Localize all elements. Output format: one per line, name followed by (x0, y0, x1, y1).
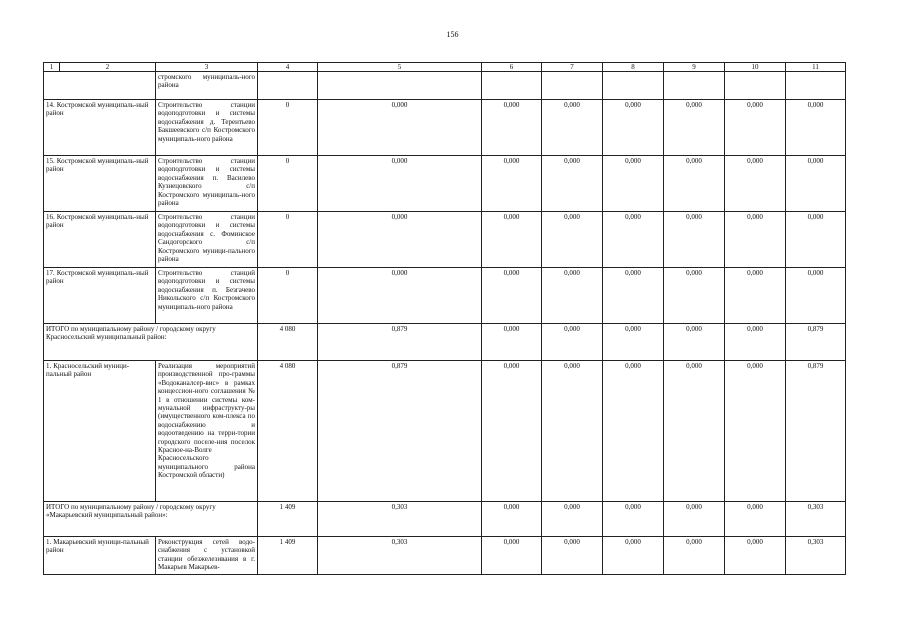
value-cell: 0,000 (603, 100, 664, 156)
continuation-row (44, 72, 846, 100)
description-cell: Строительство станции водоподготовки и системы водоснабжения с. Фоминское Сандогорского с/п Костромского муници-пального района (156, 212, 258, 268)
region-cell: 1. Красносельский муници-пальный район (44, 361, 156, 502)
value-cell: 0,000 (786, 212, 846, 268)
table-row (44, 212, 846, 268)
header-cell: 10 (725, 63, 786, 72)
value-cell: 4 080 (258, 324, 318, 361)
value-cell: 0,000 (482, 268, 542, 324)
value-cell: 0,303 (318, 537, 482, 575)
value-cell: 0,000 (482, 324, 542, 361)
value-cell: 0,000 (542, 156, 603, 212)
empty-cell (44, 72, 156, 100)
header-cell: 1 (44, 63, 60, 72)
value-cell: 0,000 (542, 361, 603, 502)
value-cell: 0,000 (482, 100, 542, 156)
region-cell: 17. Костромской муниципаль-ный район (44, 268, 156, 324)
total-label: ИТОГО по муниципальному району / городскому округу «Макарьевский муниципальный район»: (44, 502, 258, 537)
total-label: ИТОГО по муниципальному району / городскому округу Красносельский муниципальный район: (44, 324, 258, 361)
header-cell: 5 (318, 63, 482, 72)
data-table (43, 62, 846, 575)
value-cell: 0 (258, 156, 318, 212)
header-row (44, 63, 846, 72)
value-cell: 0,000 (725, 537, 786, 575)
value-cell: 0,303 (318, 502, 482, 537)
value-cell: 0,000 (664, 361, 725, 502)
value-cell: 0,000 (318, 156, 482, 212)
value-cell: 0,000 (664, 100, 725, 156)
region-cell: 14. Костромской муниципаль-ный район (44, 100, 156, 156)
description-cell: Реализация мероприятий производственной про-граммы «Водоканалсер-вис» в рамках концессион-ного соглашения № 1 в отношении системы ком-мунальной инфраструкту-ры (имущественного ком-плекса по водоснабжению и водоотведению на терри-тории городского поселе-ния поселок Красное-на-Волге Красносельского муниципального района Костромской области) (156, 361, 258, 502)
value-cell: 0,000 (542, 537, 603, 575)
table-row (44, 537, 846, 575)
value-cell: 0,000 (482, 212, 542, 268)
value-cell: 0,000 (725, 156, 786, 212)
value-cell: 0,000 (318, 268, 482, 324)
value-cell: 0,000 (603, 212, 664, 268)
value-cell: 4 080 (258, 361, 318, 502)
value-cell: 0,000 (603, 324, 664, 361)
value-cell: 0,000 (542, 212, 603, 268)
region-cell: 1. Макарьевский муници-пальный район (44, 537, 156, 575)
header-cell: 3 (156, 63, 258, 72)
value-cell: 0,000 (725, 324, 786, 361)
value-cell: 0,000 (664, 324, 725, 361)
value-cell: 0,000 (603, 537, 664, 575)
value-cell: 1 409 (258, 502, 318, 537)
value-cell: 0,000 (542, 100, 603, 156)
value-cell: 0,879 (786, 324, 846, 361)
header-cell: 8 (603, 63, 664, 72)
value-cell: 0,000 (318, 100, 482, 156)
value-cell: 0,000 (786, 268, 846, 324)
value-cell: 0,000 (603, 502, 664, 537)
value-cell: 0,879 (786, 361, 846, 502)
value-cell: 0,000 (725, 502, 786, 537)
description-cell: Строительство станций водоподготовки и системы водоснабжения п. Безгачево Никольского с/п Костромского муниципаль-ного района (156, 268, 258, 324)
value-cell: 0,000 (542, 502, 603, 537)
description-cell: Строительство станции водоподготовки и системы водоснабжения п. Василево Кузнецовского с/п Костромского муниципаль-ного района (156, 156, 258, 212)
value-cell: 0,000 (603, 156, 664, 212)
value-cell: 0,000 (542, 324, 603, 361)
value-cell: 0,000 (786, 100, 846, 156)
description-cell: Строительство станции водоподготовки и системы водоснабжения д. Терентьево Бакшеевского с/п Костромского муниципаль-ного района (156, 100, 258, 156)
value-cell: 0,000 (664, 268, 725, 324)
header-cell: 4 (258, 63, 318, 72)
region-cell: 16. Костромской муниципаль-ный район (44, 212, 156, 268)
value-cell: 0 (258, 212, 318, 268)
value-cell: 0 (258, 100, 318, 156)
value-cell: 0,000 (482, 361, 542, 502)
value-cell: 0,879 (318, 324, 482, 361)
value-cell: 0,000 (482, 156, 542, 212)
value-cell: 0,000 (664, 156, 725, 212)
value-cell: 1 409 (258, 537, 318, 575)
value-cell: 0,303 (786, 502, 846, 537)
value-cell: 0,000 (664, 537, 725, 575)
value-cell: 0,303 (786, 537, 846, 575)
value-cell: 0,000 (725, 268, 786, 324)
value-cell: 0,000 (725, 100, 786, 156)
header-cell: 7 (542, 63, 603, 72)
value-cell: 0,000 (664, 212, 725, 268)
value-cell: 0,000 (482, 537, 542, 575)
value-cell: 0,000 (603, 268, 664, 324)
description-cell: Реконструкция сетей водо-снабжения с установкой станции обезжелезивания в г. Макарьев Макарьев- (156, 537, 258, 575)
table-row (44, 100, 846, 156)
total-row (44, 324, 846, 361)
value-cell: 0,000 (482, 502, 542, 537)
value-cell: 0,000 (725, 212, 786, 268)
value-cell: 0,000 (664, 502, 725, 537)
table-row (44, 361, 846, 502)
value-cell: 0,879 (318, 361, 482, 502)
value-cell: 0,000 (725, 361, 786, 502)
value-cell: 0,000 (603, 361, 664, 502)
value-cell: 0 (258, 268, 318, 324)
value-cell: 0,000 (318, 212, 482, 268)
description-cell: стромского муниципаль-ного района (156, 72, 258, 100)
total-row (44, 502, 846, 537)
header-cell: 11 (786, 63, 846, 72)
table-row (44, 268, 846, 324)
region-cell: 15. Костромской муниципаль-ный район (44, 156, 156, 212)
header-cell: 9 (664, 63, 725, 72)
value-cell: 0,000 (542, 268, 603, 324)
header-cell: 6 (482, 63, 542, 72)
page-number: 156 (446, 30, 459, 39)
table-row (44, 156, 846, 212)
header-cell: 2 (60, 63, 156, 72)
value-cell: 0,000 (786, 156, 846, 212)
